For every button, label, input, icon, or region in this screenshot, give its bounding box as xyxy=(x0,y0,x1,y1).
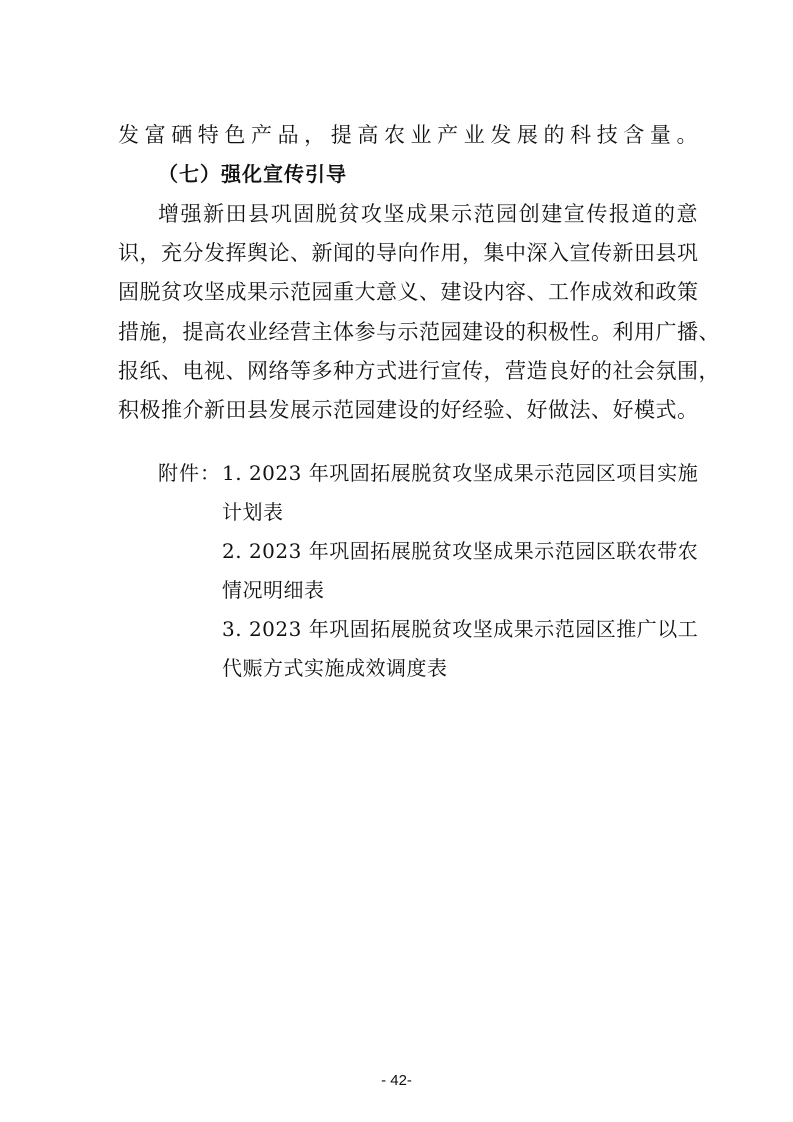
attachment-item-3-line2: 代赈方式实施成效调度表 xyxy=(222,656,448,680)
attachment-item-2-line1: 2. 2023 年巩固拓展脱贫攻坚成果示范园区联农带农 xyxy=(222,539,699,563)
paragraph-line: 措施，提高农业经营主体参与示范园建设的积极性。利用广播、 xyxy=(118,320,720,344)
attachment-item-1-line1: 1. 2023 年巩固拓展脱贫攻坚成果示范园区项目实施 xyxy=(222,461,699,485)
page-number: - 42- xyxy=(381,1072,412,1089)
attachment-item-1-line2: 计划表 xyxy=(222,500,284,524)
paragraph-line: 增强新田县巩固脱贫攻坚成果示范园创建宣传报道的意 xyxy=(158,202,698,226)
section-heading: （七）强化宣传引导 xyxy=(158,162,347,186)
paragraph-line: 识，充分发挥舆论、新闻的导向作用，集中深入宣传新田县巩 xyxy=(118,241,699,265)
paragraph-line: 固脱贫攻坚成果示范园重大意义、建设内容、工作成效和政策 xyxy=(118,280,699,304)
paragraph-line: 报纸、电视、网络等多种方式进行宣传，营造良好的社会氛围， xyxy=(118,359,720,383)
attachment-item-3-line1: 3. 2023 年巩固拓展脱贫攻坚成果示范园区推广以工 xyxy=(222,617,699,641)
intro-line: 发富硒特色产品，提高农业产业发展的科技含量。 xyxy=(118,123,698,147)
attachment-label: 附件： xyxy=(158,461,221,485)
paragraph-line: 积极推介新田县发展示范园建设的好经验、好做法、好模式。 xyxy=(118,398,699,422)
attachment-item-2-line2: 情况明细表 xyxy=(222,578,325,602)
